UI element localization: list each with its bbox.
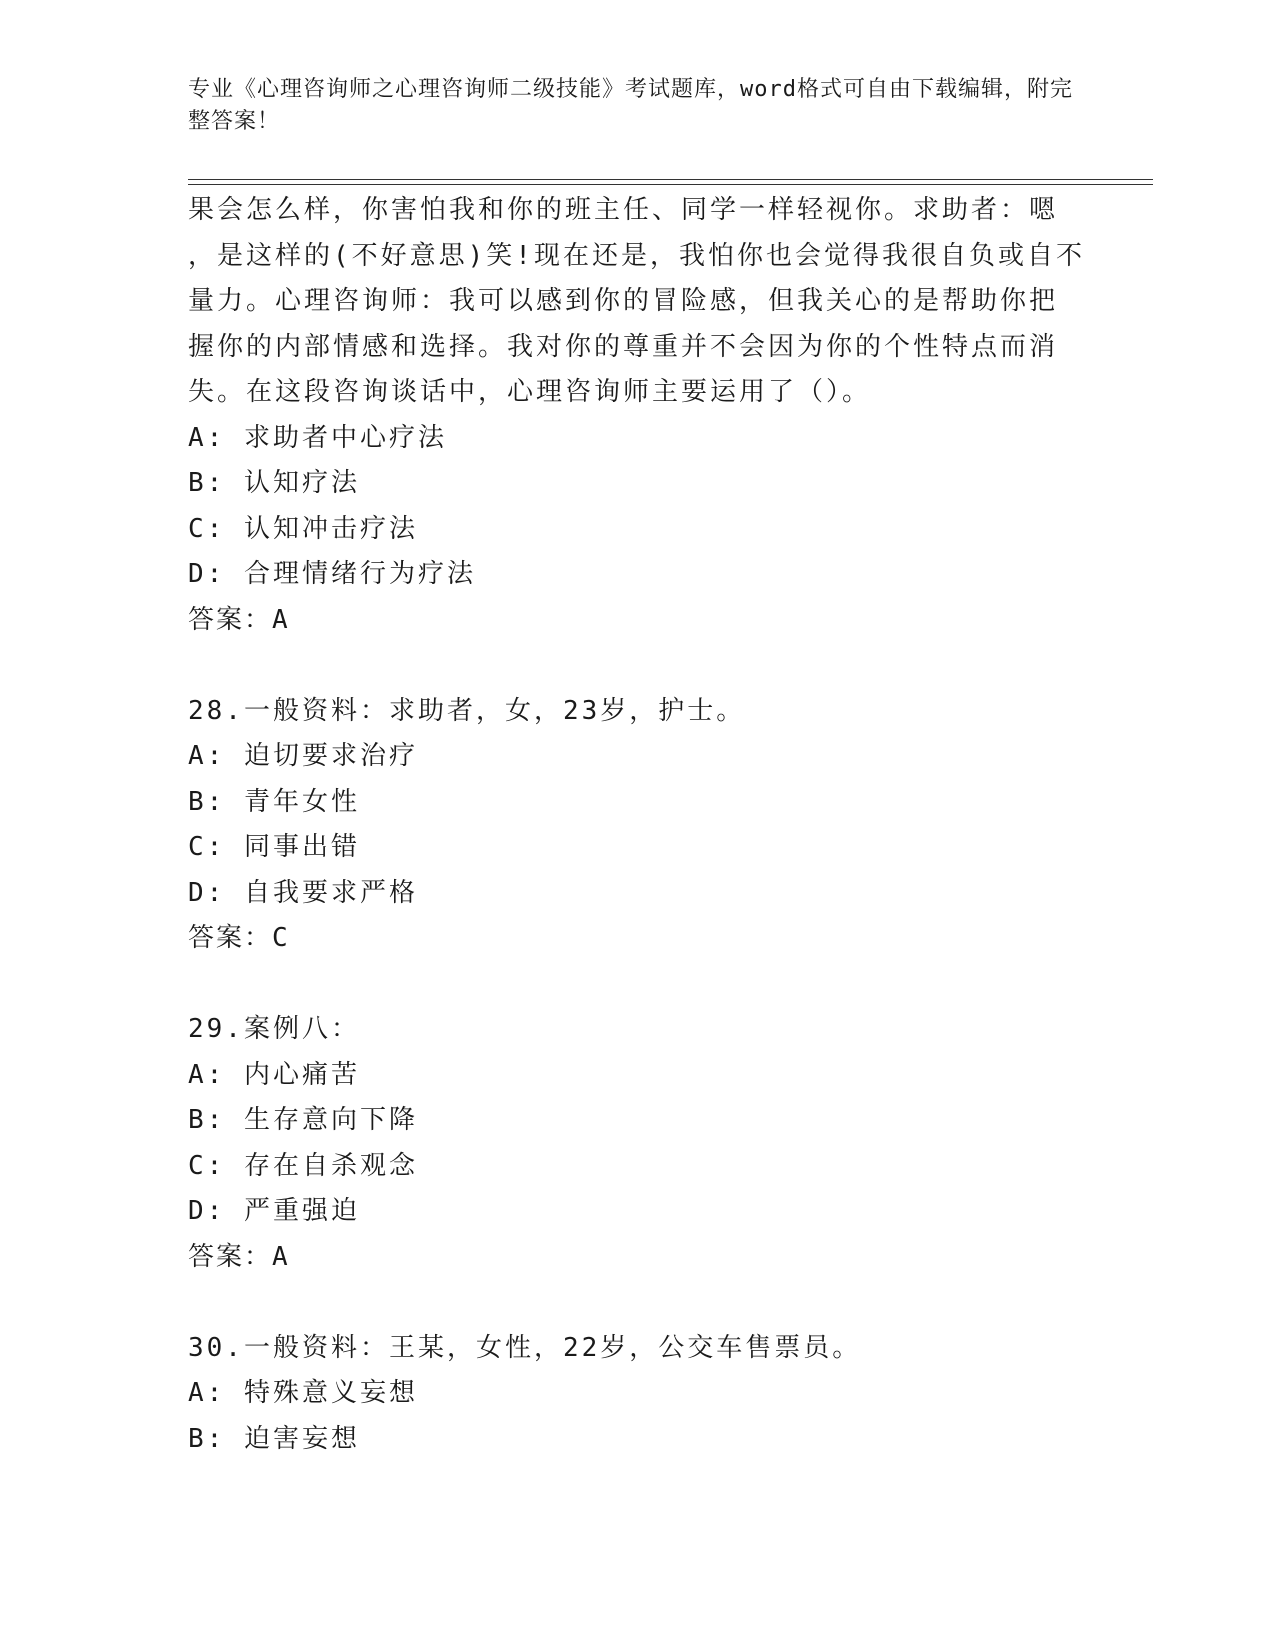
header-divider-top (188, 179, 1153, 180)
answer-value: C (272, 923, 290, 953)
header-divider-bottom (188, 184, 1153, 185)
option-a: A: 迫切要求治疗 (188, 741, 418, 771)
question-stem: 29.案例八： (188, 1014, 360, 1044)
option-b: B: 迫害妄想 (188, 1423, 360, 1454)
spacer (188, 962, 1088, 1008)
question-text-line: 握你的内部情感和选择。我对你的尊重并不会因为你的个性特点而消 (188, 331, 1059, 362)
option-a: A: 求助者中心疗法 (188, 422, 447, 453)
option-a: A: 内心痛苦 (188, 1059, 360, 1090)
option-a: A: 特殊意义妄想 (188, 1378, 418, 1408)
question-text-line: 量力。心理咨询师：我可以感到你的冒险感，但我关心的是帮助你把 (188, 286, 1059, 316)
question-text-line: 果会怎么样，你害怕我和你的班主任、同学一样轻视你。求助者：嗯 (188, 195, 1059, 225)
question-29 (188, 1007, 1088, 1280)
option-c: C: 同事出错 (188, 832, 360, 862)
question-30 (188, 1326, 1088, 1463)
spacer (188, 1280, 1088, 1326)
answer-line (188, 1235, 1088, 1281)
option-c: C: 存在自杀观念 (188, 1150, 418, 1181)
document-header: 专业《心理咨询师之心理咨询师二级技能》考试题库，word格式可自由下载编辑，附完整答案！ (188, 77, 1073, 134)
answer-label: 答案： (188, 1241, 273, 1272)
question-stem: 28.一般资料：求助者，女，23岁，护士。 (188, 695, 746, 726)
option-d: D: 合理情绪行为疗法 (188, 559, 476, 589)
answer-value: A (272, 604, 290, 635)
answer-line (188, 598, 1088, 644)
answer-label: 答案： (188, 604, 273, 635)
question-27-continuation (188, 188, 1088, 643)
question-text-line: 失。在这段咨询谈话中，心理咨询师主要运用了（）。 (188, 377, 872, 407)
answer-label: 答案： (188, 923, 273, 953)
option-b: B: 青年女性 (188, 786, 360, 817)
option-d: D: 严重强迫 (188, 1196, 360, 1226)
option-b: B: 生存意向下降 (188, 1105, 418, 1135)
question-stem: 30.一般资料：王某，女性，22岁，公交车售票员。 (188, 1332, 862, 1363)
question-text-line: ，是这样的(不好意思)笑!现在还是，我怕你也会觉得我很自负或自不 (188, 240, 1085, 271)
option-b: B: 认知疗法 (188, 468, 360, 498)
option-d: D: 自我要求严格 (188, 877, 418, 908)
document-body (188, 188, 1088, 1462)
answer-value: A (272, 1241, 290, 1272)
answer-line (188, 916, 1088, 962)
spacer (188, 643, 1088, 689)
question-28 (188, 689, 1088, 962)
option-c: C: 认知冲击疗法 (188, 513, 418, 544)
